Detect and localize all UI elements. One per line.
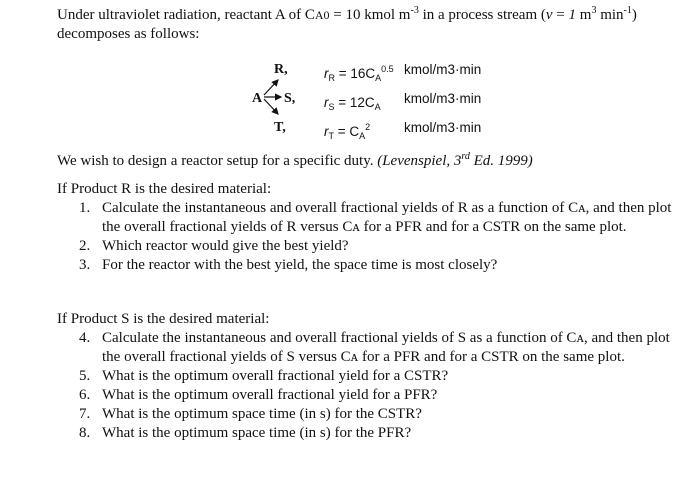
intro-sup: 3 xyxy=(591,5,597,16)
intro-text: min xyxy=(596,7,624,23)
question-number: 2. xyxy=(79,238,91,254)
product-t: T, xyxy=(274,120,286,135)
section-heading: If Product R is the desired material: xyxy=(57,181,272,197)
conc-sup: 2 xyxy=(365,122,371,132)
question-text: What is the optimum space time (in s) for the CSTR? xyxy=(102,406,422,422)
unit-sup: 3 xyxy=(447,91,456,106)
citation-text: Ed. 1999) xyxy=(469,153,533,169)
question-number: 3. xyxy=(79,257,91,273)
conc-sub: A xyxy=(359,131,366,141)
question-item xyxy=(57,367,672,386)
question-number: 5. xyxy=(79,368,91,384)
question-item xyxy=(57,329,672,367)
unit-sup: 3 xyxy=(447,120,456,135)
unit-text: kmol/m xyxy=(404,62,448,77)
question-item xyxy=(57,237,672,256)
question-text: What is the optimum overall fractional yield for a PFR? xyxy=(102,387,438,403)
question-number: 6. xyxy=(79,387,91,403)
intro-var: 1 xyxy=(568,7,577,23)
question-list xyxy=(57,329,677,443)
design-statement xyxy=(57,152,677,171)
rate-r xyxy=(324,60,394,88)
question-item xyxy=(57,386,672,405)
intro-text: Under ultraviolet radiation, reactant A of C xyxy=(57,7,315,23)
question-item xyxy=(57,424,672,443)
intro-text: ) xyxy=(631,7,637,23)
citation-text: (Levenspiel, 3 xyxy=(377,153,462,169)
rate-sub: T xyxy=(328,131,334,141)
unit-text: kmol/m xyxy=(404,91,448,106)
intro-sup: -1 xyxy=(623,5,632,16)
question-number: 1. xyxy=(79,200,91,216)
section-product-r xyxy=(57,180,677,275)
question-text: Calculate the instantaneous and overall fractional yields of R as a function of Cᴀ, and then plot the overall fractional yields of R versus Cᴀ for a PFR and for a CSTR on the same plot. xyxy=(102,200,672,235)
product-s: S, xyxy=(284,91,296,106)
reaction-scheme xyxy=(248,56,508,140)
citation-sup: rd xyxy=(461,151,470,162)
arrow-to-t xyxy=(264,99,278,114)
intro-paragraph xyxy=(57,6,677,44)
section-heading: If Product S is the desired material: xyxy=(57,311,270,327)
rate-eq: = 16C xyxy=(335,66,376,81)
rate-eq: = 12C xyxy=(334,95,375,110)
question-number: 7. xyxy=(79,406,91,422)
arrow-to-r xyxy=(264,80,278,95)
question-number: 8. xyxy=(79,425,91,441)
unit-tail: ·min xyxy=(455,91,482,106)
rate-sub: R xyxy=(328,73,335,83)
intro-line-2: decomposes as follows: xyxy=(57,26,200,42)
unit-s xyxy=(404,89,481,108)
unit-tail: ·min xyxy=(455,120,482,135)
product-r: R, xyxy=(274,62,288,77)
question-text: What is the optimum space time (in s) for the PFR? xyxy=(102,425,412,441)
question-item xyxy=(57,405,672,424)
conc-sub: A xyxy=(375,73,382,83)
unit-tail: ·min xyxy=(455,62,482,77)
intro-text: m xyxy=(576,7,592,23)
rate-sub: S xyxy=(328,102,335,112)
unit-r xyxy=(404,60,481,79)
rate-eq: = C xyxy=(334,124,360,139)
intro-var: v xyxy=(545,7,553,23)
section-product-s xyxy=(57,310,677,443)
design-text: We wish to design a reactor setup for a specific duty. xyxy=(57,153,378,169)
question-list xyxy=(57,199,677,275)
intro-text: = xyxy=(552,7,569,23)
rate-t xyxy=(324,118,370,146)
question-text: What is the optimum overall fractional yield for a CSTR? xyxy=(102,368,449,384)
unit-sup: 3 xyxy=(447,62,456,77)
rate-symbol: r xyxy=(324,124,329,139)
intro-text: = 10 kmol m xyxy=(329,7,411,23)
rate-symbol: r xyxy=(324,95,329,110)
citation xyxy=(377,153,533,169)
question-text: Which reactor would give the best yield? xyxy=(102,238,349,254)
conc-sub: A xyxy=(374,102,381,112)
intro-sub: A0 xyxy=(314,8,330,22)
intro-text: in a process stream ( xyxy=(418,7,546,23)
question-item xyxy=(57,256,672,275)
intro-line-1 xyxy=(57,6,677,25)
question-text: For the reactor with the best yield, the space time is most closely? xyxy=(102,257,498,273)
unit-text: kmol/m xyxy=(404,120,448,135)
rate-symbol: r xyxy=(324,66,329,81)
rate-s xyxy=(324,89,381,117)
question-number: 4. xyxy=(79,330,91,346)
conc-sup: 0.5 xyxy=(381,64,394,74)
question-item xyxy=(57,199,672,237)
intro-sup: -3 xyxy=(410,5,419,16)
unit-t xyxy=(404,118,481,137)
reactant-a: A xyxy=(252,91,263,106)
question-text: Calculate the instantaneous and overall fractional yields of S as a function of Cᴀ, and then plot the overall fractional yields of S versus Cᴀ for a PFR and for a CSTR on the same plot. xyxy=(102,330,670,365)
